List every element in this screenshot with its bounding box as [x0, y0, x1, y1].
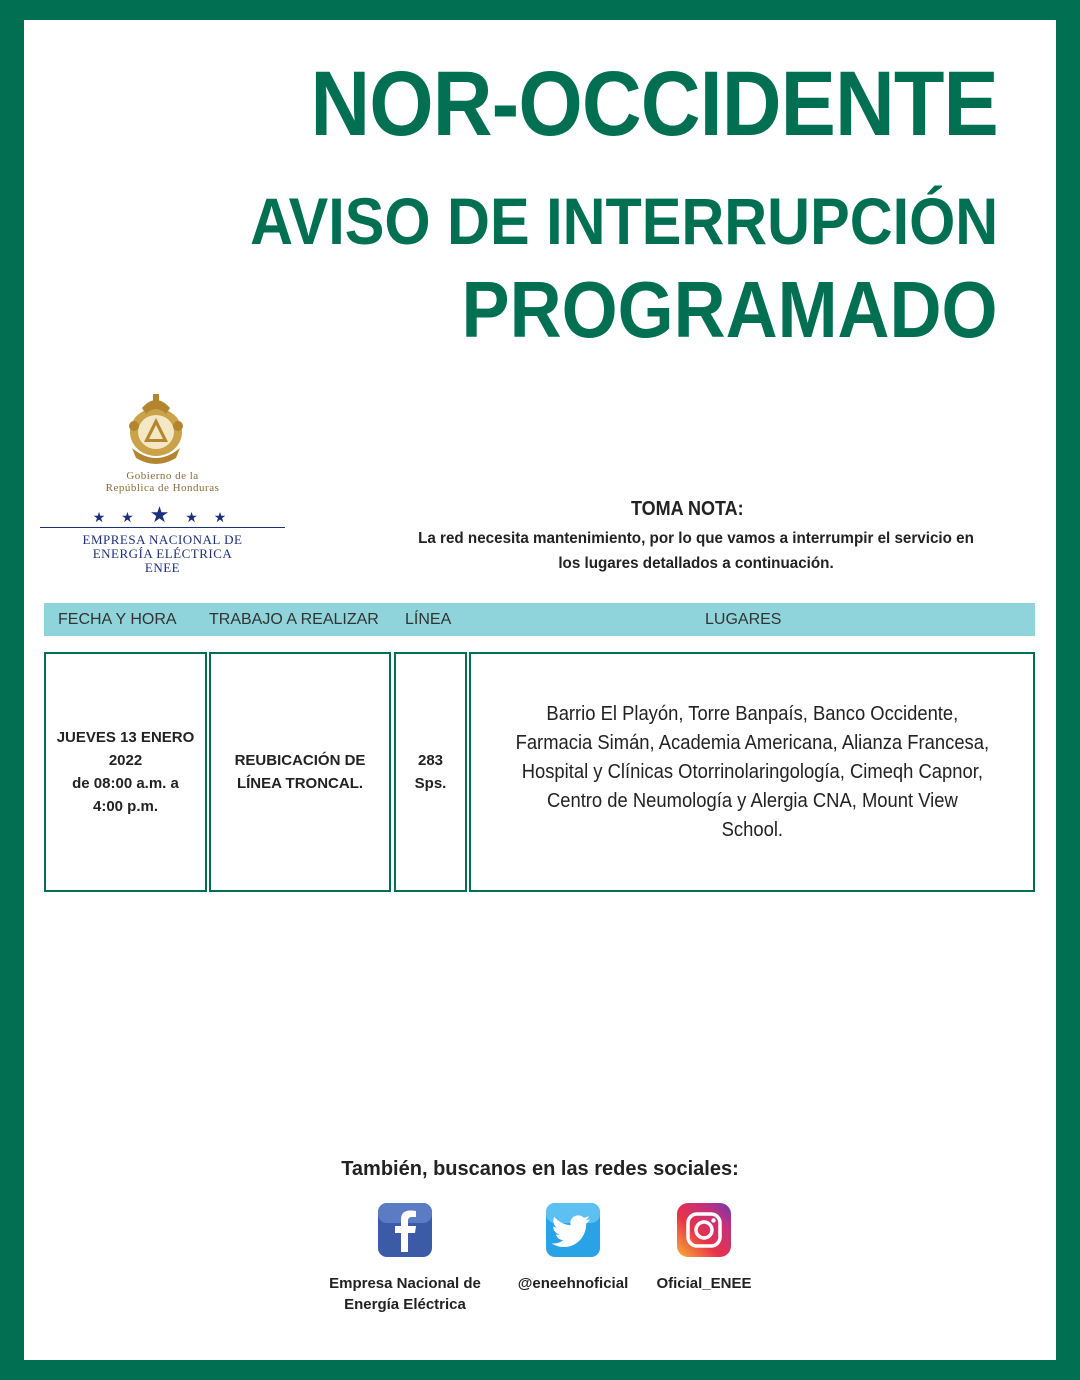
instagram-label: Oficial_ENEE — [656, 1275, 752, 1292]
social-heading: También, buscanos en las redes sociales: — [341, 1158, 739, 1180]
enee-logo — [40, 388, 285, 588]
twitter-link[interactable] — [502, 1202, 644, 1294]
cell-linea: 283 Sps. — [394, 652, 467, 892]
cell-fecha: JUEVES 13 ENERO 2022 de 08:00 a.m. a 4:00 p.m. — [44, 652, 207, 892]
region-title: NOR-OCCIDENTE — [310, 53, 998, 155]
cell-trabajo: REUBICACIÓN DE LÍNEA TRONCAL. — [209, 652, 391, 892]
honduras-coat-of-arms-icon — [120, 388, 192, 466]
table-header — [44, 603, 1035, 636]
twitter-label: @eneehnoficial — [517, 1275, 629, 1292]
facebook-label: Empresa Nacional de Energía Eléctrica — [329, 1275, 481, 1313]
notice-title-line2: PROGRAMADO — [462, 265, 998, 354]
stars-icon: ★ ★ ★ ★ ★ — [92, 502, 233, 527]
notice-title-line1: AVISO DE INTERRUPCIÓN — [249, 184, 998, 258]
notice-page — [24, 20, 1056, 1360]
instagram-icon[interactable] — [676, 1202, 732, 1258]
header-linea: LÍNEA — [405, 611, 452, 628]
facebook-link[interactable] — [320, 1202, 490, 1315]
header-fecha: FECHA Y HORA — [58, 611, 177, 628]
cell-lugares: Barrio El Playón, Torre Banpaís, Banco Occidente, Farmacia Simán, Academia Americana, Alianza Francesa, Hospital y Clínicas Otorrinolaringología, Cimeqh Capnor, Centro de Neumología y Alergia CNA, Mount View School. — [469, 652, 1035, 892]
instagram-link[interactable] — [644, 1202, 764, 1294]
logo-divider — [40, 527, 285, 528]
header-trabajo: TRABAJO A REALIZAR — [209, 611, 379, 628]
note-heading: TOMA NOTA: — [631, 498, 744, 520]
header-lugares: LUGARES — [705, 611, 782, 628]
note-body: La red necesita mantenimiento, por lo que vamos a interrumpir el servicio en los lugares detallados a continuación. — [418, 530, 974, 572]
government-label: Gobierno de la República de Honduras — [105, 470, 220, 494]
facebook-icon[interactable] — [377, 1202, 433, 1258]
twitter-icon[interactable] — [545, 1202, 601, 1258]
company-name: EMPRESA NACIONAL DE ENERGÍA ELÉCTRICA ENEE — [82, 532, 243, 575]
